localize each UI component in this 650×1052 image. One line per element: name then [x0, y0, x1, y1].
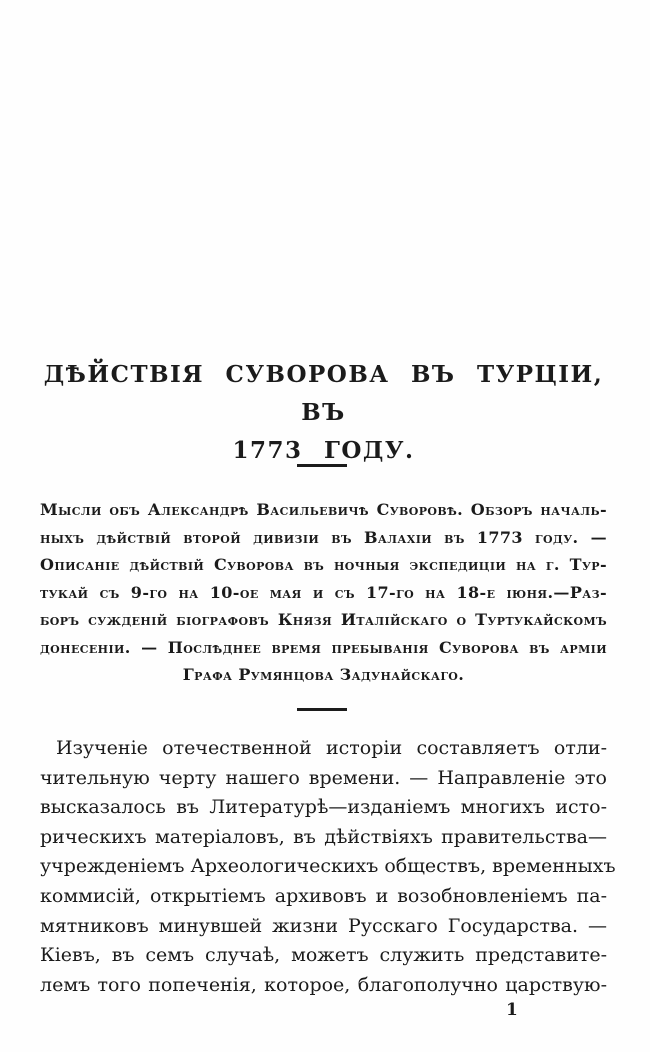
summary-line: донесеніи. — Послѣднее время пребыванія Суворова въ арміи	[40, 637, 607, 657]
summary-divider	[297, 708, 347, 711]
body-line: мятниковъ минувшей жизни Русскаго Государства. —	[40, 914, 607, 937]
body-line: чительную черту нашего времени. — Направленіе это	[40, 766, 607, 789]
summary-line: ныхъ дѣйствій второй дивизіи въ Валахіи въ 1773 году. —	[40, 527, 607, 547]
body-text	[40, 734, 616, 1000]
body-line: учрежденіемъ Археологическихъ обществъ, временныхъ	[40, 855, 616, 878]
title-divider	[297, 464, 347, 467]
chapter-title-line: ДѢЙСТВІЯ СУВОРОВА ВЪ ТУРЦІИ, ВЪ	[43, 361, 604, 426]
body-line: рическихъ матеріаловъ, въ дѣйствіяхъ правительства—	[40, 825, 607, 848]
body-line: лемъ того попеченія, которое, благополучно царствую-	[40, 973, 607, 996]
body-line: Изученіе отечественной исторіи составляетъ отли-	[56, 737, 607, 759]
chapter-title-line: 1773 ГОДУ.	[232, 437, 415, 464]
summary-line: тукай съ 9-го на 10-ое мая и съ 17-го на 18-е іюня.—Раз-	[40, 582, 607, 602]
summary-line: боръ сужденій біографовъ Князя Италійскаго о Туртукайскомъ	[40, 610, 607, 629]
chapter-title	[40, 356, 607, 470]
page-number: 1	[506, 1000, 518, 1020]
body-line: Кіевъ, въ семъ случаѣ, можетъ служить представите-	[40, 944, 607, 967]
summary-line: Графа Румянцова Задунайскаго.	[182, 665, 465, 684]
body-line: высказалось въ Литературѣ—изданіемъ многихъ исто-	[40, 796, 607, 819]
chapter-summary	[40, 496, 607, 689]
body-line: коммисій, открытіемъ архивовъ и возобновленіемъ па-	[40, 884, 607, 907]
summary-line: Мысли объ Александрѣ Васильевичѣ Суворовѣ. Обзоръ началь-	[40, 500, 607, 519]
summary-line: Описаніе дѣйствій Суворова въ ночныя экспедиціи на г. Тур-	[40, 555, 607, 574]
